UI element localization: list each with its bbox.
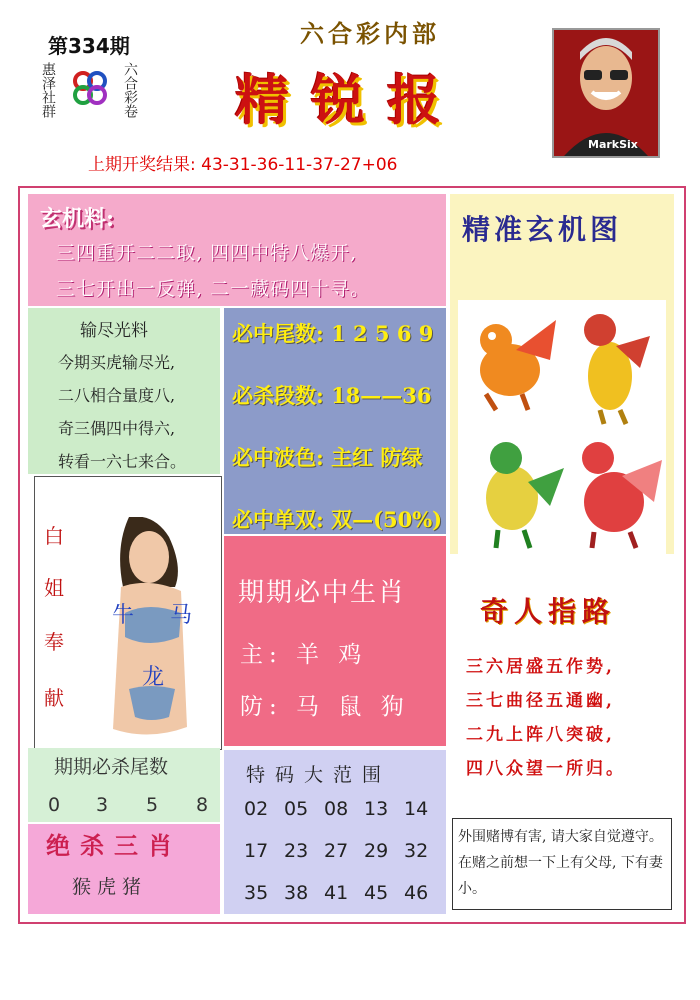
jue-sha-animals: 猴虎猪 <box>72 876 148 898</box>
qiren-line: 三七曲径五通幽, <box>466 691 615 711</box>
shujin-line: 二八相合量度八, <box>58 386 176 405</box>
tema-number: 23 <box>284 840 309 862</box>
qiren-line: 二九上阵八突破, <box>466 725 615 745</box>
tema-number: 41 <box>324 882 349 904</box>
tema-number: 38 <box>284 882 309 904</box>
tail-kill-number: 5 <box>146 794 159 816</box>
logo-right-text: 六合彩卷 <box>122 62 138 118</box>
gift-char: 奉 <box>44 630 64 654</box>
shujin-title: 输尽光料 <box>80 321 148 341</box>
qiren-line: 三六居盛五作势, <box>466 657 615 677</box>
tema-number: 17 <box>244 840 269 862</box>
qiqi-title: 期期必中生肖 <box>238 578 407 608</box>
xuanji-title: 玄机料: <box>40 206 115 232</box>
gift-char: 姐 <box>44 576 64 600</box>
overlay-zodiac: 牛 <box>112 603 135 628</box>
dragon-image <box>458 300 666 558</box>
tema-number: 32 <box>404 840 429 862</box>
model-figure-icon <box>99 517 209 741</box>
tema-number: 14 <box>404 798 429 820</box>
qiren-title: 奇人指路 <box>480 595 617 628</box>
tema-number: 27 <box>324 840 349 862</box>
dragon-illustration-icon <box>458 300 666 558</box>
jue-sha-title: 绝杀三肖 <box>46 831 182 860</box>
overlay-zodiac: 马 <box>170 603 193 628</box>
shujin-line: 今期买虎输尽光, <box>58 353 176 372</box>
tail-kill-title: 期期必杀尾数 <box>54 756 169 778</box>
logo <box>18 58 158 130</box>
marksix-badge: MarkSix <box>588 138 638 151</box>
bizhong-range-line: 必杀段数: 18——36 <box>232 383 432 408</box>
xuanji-line: 三四重开二二取, 四四中特八爆开, <box>56 242 358 264</box>
logo-left-text: 惠泽社群 <box>40 62 56 118</box>
bizhong-tail-line: 必中尾数: 1 2 5 6 9 <box>232 321 434 346</box>
tail-kill-number: 3 <box>96 794 109 816</box>
qiren-line: 四八众望一所归。 <box>466 759 626 779</box>
publication-subtitle: 六合彩内部 <box>300 19 440 48</box>
qiqi-main: 主: 羊 鸡 <box>240 642 368 668</box>
tema-number: 35 <box>244 882 269 904</box>
shujin-line: 转看一六七来合。 <box>58 452 187 471</box>
overlay-zodiac: 龙 <box>142 665 165 690</box>
tail-kill-number: 8 <box>196 794 209 816</box>
qiqi-guard: 防: 马 鼠 狗 <box>240 694 410 720</box>
bizhong-color-line: 必中波色: 主红 防绿 <box>232 445 423 470</box>
shujin-line: 奇三偶四中得六, <box>58 419 176 438</box>
xuanji-line: 三七开出一反弹, 二一藏码四十寻。 <box>56 278 371 300</box>
logo-rings-icon <box>70 68 110 108</box>
tema-number: 13 <box>364 798 389 820</box>
tema-number: 45 <box>364 882 389 904</box>
tema-number: 08 <box>324 798 349 820</box>
last-draw-result: 上期开奖结果: 43-31-36-11-37-27+06 <box>88 155 398 175</box>
tema-number: 46 <box>404 882 429 904</box>
issue-number: 第334期 <box>48 34 130 58</box>
tail-kill-number: 0 <box>48 794 61 816</box>
bizhong-parity-line: 必中单双: 双—(50%) <box>232 507 443 532</box>
gift-char: 献 <box>44 686 64 710</box>
warning-text: 外围赌博有害, 请大家自觉遵守。在赌之前想一下上有父母, 下有妻小。 <box>458 829 663 897</box>
tema-number: 02 <box>244 798 269 820</box>
publication-title: 精锐报 <box>235 68 463 132</box>
gift-char: 白 <box>44 524 64 548</box>
tema-title: 特码大范围 <box>246 764 392 786</box>
jingzhun-title: 精准玄机图 <box>462 213 623 246</box>
tema-number: 29 <box>364 840 389 862</box>
tema-number: 05 <box>284 798 309 820</box>
